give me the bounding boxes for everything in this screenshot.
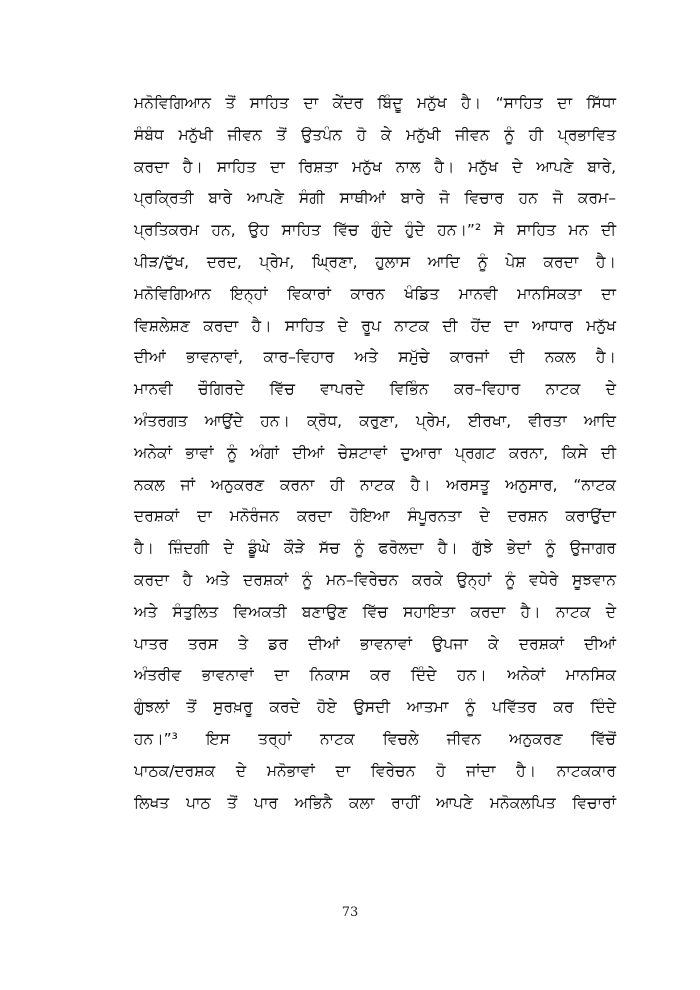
text-line: ਪੀੜ/ਦੁੱਖ, ਦਰਦ, ਪ੍ਰੇਮ, ਘ੍ਰਿਣਾ, ਹੁਲਾਸ ਆਦਿ ਨੂੰ ਪੇਸ਼ ਕਰਦਾ ਹੈ। [134,252,616,271]
text-line: ਮਨੋਵਿਗਿਆਨ ਤੋਂ ਸਾਹਿਤ ਦਾ ਕੇਂਦਰ ਬਿੰਦੂ ਮਨੁੱਖ ਹੈ। “ਸਾਹਿਤ ਦਾ ਸਿੱਧਾ [134,94,616,112]
text-line: ਮਾਨਵੀ ਚੌਗਿਰਦੇ ਵਿੱਚ ਵਾਪਰਦੇ ਵਿਭਿੰਨ ਕਰ–ਵਿਹਾਰ ਨਾਟਕ ਦੇ [134,380,616,399]
body-paragraph [134,88,616,819]
text-line: ਦੀਆਂ ਭਾਵਨਾਵਾਂ, ਕਾਰ–ਵਿਹਾਰ ਅਤੇ ਸਮੁੱਚੇ ਕਾਰਜਾਂ ਦੀ ਨਕਲ ਹੈ। [134,348,616,367]
text-line: ਅਤੇ ਸੰਤੁਲਿਤ ਵਿਅਕਤੀ ਬਣਾਉਣ ਵਿੱਚ ਸਹਾਇਤਾ ਕਰਦਾ ਹੈ। ਨਾਟਕ ਦੇ [134,602,616,621]
text-line: ਕਰਦਾ ਹੈ ਅਤੇ ਦਰਸ਼ਕਾਂ ਨੂੰ ਮਨ–ਵਿਰੇਚਨ ਕਰਕੇ ਉਨ੍ਹਾਂ ਨੂੰ ਵਧੇਰੇ ਸੂਝਵਾਨ [134,570,616,589]
text-line: ਹੈ। ਜ਼ਿੰਦਗੀ ਦੇ ਡੂੰਘੇ ਕੌੜੇ ਸੱਚ ਨੂੰ ਫਰੋਲਦਾ ਹੈ। ਗੁੱਝੇ ਭੇਦਾਂ ਨੂੰ ਉਜਾਗਰ [134,539,616,558]
text-line: ਗੁੰਝਲਾਂ ਤੋਂ ਸੁਰਖ਼ਰੂ ਕਰਦੇ ਹੋਏ ਉਸਦੀ ਆਤਮਾ ਨੂੰ ਪਵਿੱਤਰ ਕਰ ਦਿੰਦੇ [134,698,616,717]
text-line: ਨਕਲ ਜਾਂ ਅਨੁਕਰਣ ਕਰਨਾ ਹੀ ਨਾਟਕ ਹੈ। ਅਰਸਤੂ ਅਨੁਸਾਰ, “ਨਾਟਕ [134,475,616,494]
text-line: ਅੰਤਰੀਵ ਭਾਵਨਾਵਾਂ ਦਾ ਨਿਕਾਸ ਕਰ ਦਿੰਦੇ ਹਨ। ਅਨੇਕਾਂ ਮਾਨਸਿਕ [134,666,616,685]
text-line: ਅੰਤਰਗਤ ਆਉਂਦੇ ਹਨ। ਕ੍ਰੋਧ, ਕਰੁਣਾ, ਪ੍ਰੇਮ, ਈਰਖਾ, ਵੀਰਤਾ ਆਦਿ [134,411,616,430]
text-line: ਲਿਖਤ ਪਾਠ ਤੋਂ ਪਾਰ ਅਭਿਨੈ ਕਲਾ ਰਾਹੀਂ ਆਪਣੇ ਮਨੋਕਲਪਿਤ ਵਿਚਾਰਾਂ [134,793,616,812]
text-line: ਪਾਠਕ/ਦਰਸ਼ਕ ਦੇ ਮਨੋਭਾਵਾਂ ਦਾ ਵਿਰੇਚਨ ਹੋ ਜਾਂਦਾ ਹੈ। ਨਾਟਕਕਾਰ [134,761,616,780]
text-line: ਪ੍ਰਤਿਕਰਮ ਹਨ, ਉਹ ਸਾਹਿਤ ਵਿੱਚ ਗੁੰਦੇ ਹੁੰਦੇ ਹਨ।”² ਸੋ ਸਾਹਿਤ ਮਨ ਦੀ [134,221,616,240]
text-line: ਪਾਤਰ ਤਰਸ ਤੇ ਡਰ ਦੀਆਂ ਭਾਵਨਾਵਾਂ ਉਪਜਾ ਕੇ ਦਰਸ਼ਕਾਂ ਦੀਆਂ [134,634,616,653]
text-line: ਪ੍ਰਕ੍ਰਿਤੀ ਬਾਰੇ ਆਪਣੇ ਸੰਗੀ ਸਾਥੀਆਂ ਬਾਰੇ ਜੋ ਵਿਚਾਰ ਹਨ ਜੋ ਕਰਮ– [134,189,616,208]
text-line: ਵਿਸ਼ਲੇਸ਼ਣ ਕਰਦਾ ਹੈ। ਸਾਹਿਤ ਦੇ ਰੂਪ ਨਾਟਕ ਦੀ ਹੋਂਦ ਦਾ ਆਧਾਰ ਮਨੁੱਖ [134,316,616,335]
text-line: ਕਰਦਾ ਹੈ। ਸਾਹਿਤ ਦਾ ਰਿਸ਼ਤਾ ਮਨੁੱਖ ਨਾਲ ਹੈ। ਮਨੁੱਖ ਦੇ ਆਪਣੇ ਬਾਰੇ, [134,157,616,176]
page-number: 73 [341,905,359,920]
text-line: ਮਨੋਵਿਗਿਆਨ ਇਨ੍ਹਾਂ ਵਿਕਾਰਾਂ ਕਾਰਨ ਖੰਡਿਤ ਮਾਨਵੀ ਮਾਨਸਿਕਤਾ ਦਾ [134,284,616,303]
text-line: ਅਨੇਕਾਂ ਭਾਵਾਂ ਨੂੰ ਅੰਗਾਂ ਦੀਆਂ ਚੇਸ਼ਟਾਵਾਂ ਦੁਆਰਾ ਪ੍ਰਗਟ ਕਰਨਾ, ਕਿਸੇ ਦੀ [134,443,616,462]
text-line: ਸੰਬੰਧ ਮਨੁੱਖੀ ਜੀਵਨ ਤੋਂ ਉਤਪੰਨ ਹੋ ਕੇ ਮਨੁੱਖੀ ਜੀਵਨ ਨੂੰ ਹੀ ਪ੍ਰਭਾਵਿਤ [134,125,616,144]
text-line: ਹਨ।”³ ਇਸ ਤਰ੍ਹਾਂ ਨਾਟਕ ਵਿਚਲੇ ਜੀਵਨ ਅਨੁਕਰਣ ਵਿੱਚੋਂ [134,729,616,748]
text-line: ਦਰਸ਼ਕਾਂ ਦਾ ਮਨੋਰੰਜਨ ਕਰਦਾ ਹੋਇਆ ਸੰਪੂਰਨਤਾ ਦੇ ਦਰਸ਼ਨ ਕਰਾਉਂਦਾ [134,507,616,526]
